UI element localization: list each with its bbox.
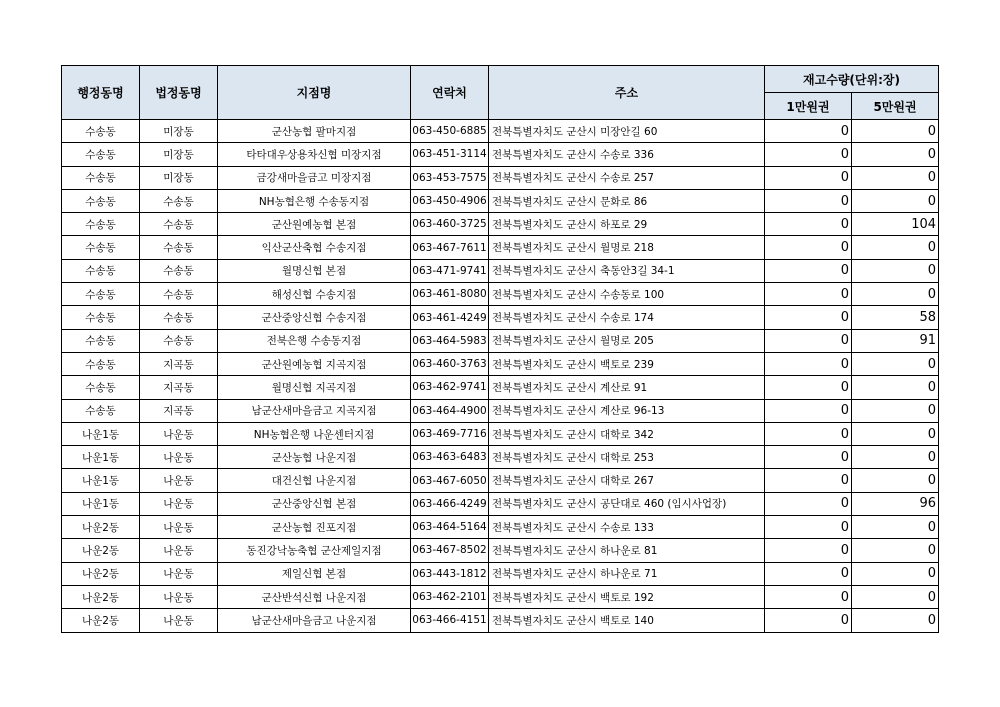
cell-stock-10k: 0 <box>765 516 852 539</box>
table-row <box>62 306 939 329</box>
cell-stock-50k: 0 <box>852 166 939 189</box>
cell-admin-dong: 나운1동 <box>62 446 140 469</box>
cell-admin-dong: 수송동 <box>62 166 140 189</box>
cell-stock-50k: 0 <box>852 469 939 492</box>
cell-branch-name: 군산농협 나운지점 <box>218 446 411 469</box>
table-row <box>62 399 939 422</box>
cell-branch-name: 남군산새마을금고 지곡지점 <box>218 399 411 422</box>
cell-branch-name: 제일신협 본점 <box>218 562 411 585</box>
cell-stock-50k: 0 <box>852 143 939 166</box>
cell-stock-50k: 0 <box>852 399 939 422</box>
header-admin-dong: 행정동명 <box>62 66 140 120</box>
cell-stock-10k: 0 <box>765 585 852 608</box>
cell-branch-name: 군산중앙신협 수송지점 <box>218 306 411 329</box>
cell-stock-10k: 0 <box>765 143 852 166</box>
header-branch-name: 지점명 <box>218 66 411 120</box>
table-row <box>62 446 939 469</box>
cell-address: 전북특별자치도 군산시 수송로 133 <box>489 516 765 539</box>
header-legal-dong: 법정동명 <box>140 66 218 120</box>
cell-branch-name: 타타대우상용차신협 미장지점 <box>218 143 411 166</box>
cell-address: 전북특별자치도 군산시 축동안3길 34-1 <box>489 259 765 282</box>
cell-branch-name: 월명신협 지곡지점 <box>218 376 411 399</box>
cell-stock-50k: 58 <box>852 306 939 329</box>
cell-legal-dong: 지곡동 <box>140 399 218 422</box>
table-row <box>62 422 939 445</box>
cell-stock-50k: 0 <box>852 539 939 562</box>
cell-stock-50k: 0 <box>852 609 939 632</box>
cell-branch-name: 익산군산축협 수송지점 <box>218 236 411 259</box>
cell-legal-dong: 미장동 <box>140 120 218 143</box>
cell-admin-dong: 수송동 <box>62 283 140 306</box>
cell-address: 전북특별자치도 군산시 계산로 91 <box>489 376 765 399</box>
cell-branch-name: 군산반석신협 나운지점 <box>218 585 411 608</box>
cell-contact: 063-460-3763 <box>411 352 489 375</box>
table-row <box>62 120 939 143</box>
cell-stock-50k: 0 <box>852 516 939 539</box>
cell-contact: 063-450-6885 <box>411 120 489 143</box>
cell-legal-dong: 수송동 <box>140 213 218 236</box>
cell-admin-dong: 수송동 <box>62 189 140 212</box>
cell-stock-50k: 0 <box>852 446 939 469</box>
cell-address: 전북특별자치도 군산시 하나운로 81 <box>489 539 765 562</box>
cell-legal-dong: 나운동 <box>140 539 218 562</box>
cell-legal-dong: 지곡동 <box>140 376 218 399</box>
cell-stock-10k: 0 <box>765 376 852 399</box>
cell-admin-dong: 수송동 <box>62 306 140 329</box>
cell-stock-10k: 0 <box>765 166 852 189</box>
cell-legal-dong: 지곡동 <box>140 352 218 375</box>
cell-contact: 063-461-8080 <box>411 283 489 306</box>
cell-admin-dong: 수송동 <box>62 352 140 375</box>
cell-contact: 063-451-3114 <box>411 143 489 166</box>
cell-address: 전북특별자치도 군산시 수송로 336 <box>489 143 765 166</box>
cell-contact: 063-462-2101 <box>411 585 489 608</box>
cell-contact: 063-464-4900 <box>411 399 489 422</box>
cell-stock-10k: 0 <box>765 422 852 445</box>
cell-legal-dong: 수송동 <box>140 189 218 212</box>
cell-legal-dong: 미장동 <box>140 166 218 189</box>
cell-contact: 063-462-9741 <box>411 376 489 399</box>
cell-address: 전북특별자치도 군산시 미장안길 60 <box>489 120 765 143</box>
cell-contact: 063-466-4249 <box>411 492 489 515</box>
cell-legal-dong: 나운동 <box>140 469 218 492</box>
cell-branch-name: 군산원예농협 본점 <box>218 213 411 236</box>
cell-legal-dong: 수송동 <box>140 259 218 282</box>
table-row <box>62 283 939 306</box>
cell-stock-10k: 0 <box>765 236 852 259</box>
cell-address: 전북특별자치도 군산시 공단대로 460 (임시사업장) <box>489 492 765 515</box>
cell-stock-10k: 0 <box>765 189 852 212</box>
header-address: 주소 <box>489 66 765 120</box>
cell-admin-dong: 수송동 <box>62 236 140 259</box>
cell-stock-10k: 0 <box>765 399 852 422</box>
cell-legal-dong: 미장동 <box>140 143 218 166</box>
header-contact: 연락처 <box>411 66 489 120</box>
cell-stock-10k: 0 <box>765 213 852 236</box>
cell-branch-name: 전북은행 수송동지점 <box>218 329 411 352</box>
table-row <box>62 609 939 632</box>
cell-legal-dong: 나운동 <box>140 516 218 539</box>
cell-legal-dong: 나운동 <box>140 562 218 585</box>
cell-branch-name: 동진강낙농축협 군산제일지점 <box>218 539 411 562</box>
cell-branch-name: 군산중앙신협 본점 <box>218 492 411 515</box>
cell-admin-dong: 수송동 <box>62 143 140 166</box>
cell-branch-name: 대건신협 나운지점 <box>218 469 411 492</box>
cell-address: 전북특별자치도 군산시 대학로 342 <box>489 422 765 445</box>
cell-admin-dong: 나운2동 <box>62 562 140 585</box>
cell-legal-dong: 수송동 <box>140 306 218 329</box>
table-row <box>62 166 939 189</box>
table-row <box>62 189 939 212</box>
cell-stock-10k: 0 <box>765 539 852 562</box>
cell-contact: 063-467-8502 <box>411 539 489 562</box>
cell-admin-dong: 나운1동 <box>62 469 140 492</box>
cell-address: 전북특별자치도 군산시 백토로 239 <box>489 352 765 375</box>
cell-branch-name: 월명신협 본점 <box>218 259 411 282</box>
cell-admin-dong: 수송동 <box>62 329 140 352</box>
table-row <box>62 492 939 515</box>
cell-contact: 063-467-7611 <box>411 236 489 259</box>
cell-address: 전북특별자치도 군산시 대학로 267 <box>489 469 765 492</box>
cell-stock-50k: 0 <box>852 422 939 445</box>
cell-admin-dong: 수송동 <box>62 213 140 236</box>
cell-address: 전북특별자치도 군산시 하포로 29 <box>489 213 765 236</box>
cell-legal-dong: 수송동 <box>140 329 218 352</box>
cell-contact: 063-471-9741 <box>411 259 489 282</box>
cell-legal-dong: 수송동 <box>140 283 218 306</box>
cell-stock-10k: 0 <box>765 352 852 375</box>
cell-admin-dong: 나운2동 <box>62 516 140 539</box>
cell-contact: 063-464-5983 <box>411 329 489 352</box>
cell-admin-dong: 수송동 <box>62 120 140 143</box>
cell-address: 전북특별자치도 군산시 계산로 96-13 <box>489 399 765 422</box>
cell-legal-dong: 나운동 <box>140 492 218 515</box>
cell-stock-10k: 0 <box>765 329 852 352</box>
cell-branch-name: 금강새마을금고 미장지점 <box>218 166 411 189</box>
cell-branch-name: NH농협은행 나운센터지점 <box>218 422 411 445</box>
branch-stock-table <box>61 65 939 633</box>
cell-stock-10k: 0 <box>765 609 852 632</box>
cell-legal-dong: 나운동 <box>140 422 218 445</box>
cell-address: 전북특별자치도 군산시 수송로 174 <box>489 306 765 329</box>
table-row <box>62 585 939 608</box>
cell-stock-10k: 0 <box>765 562 852 585</box>
cell-address: 전북특별자치도 군산시 대학로 253 <box>489 446 765 469</box>
cell-admin-dong: 나운1동 <box>62 422 140 445</box>
cell-admin-dong: 수송동 <box>62 259 140 282</box>
cell-contact: 063-443-1812 <box>411 562 489 585</box>
cell-stock-50k: 0 <box>852 236 939 259</box>
table-row <box>62 376 939 399</box>
cell-address: 전북특별자치도 군산시 백토로 140 <box>489 609 765 632</box>
table-row <box>62 469 939 492</box>
cell-admin-dong: 나운1동 <box>62 492 140 515</box>
cell-contact: 063-466-4151 <box>411 609 489 632</box>
table-row <box>62 562 939 585</box>
cell-address: 전북특별자치도 군산시 하나운로 71 <box>489 562 765 585</box>
cell-stock-10k: 0 <box>765 259 852 282</box>
cell-stock-50k: 91 <box>852 329 939 352</box>
cell-contact: 063-469-7716 <box>411 422 489 445</box>
cell-contact: 063-461-4249 <box>411 306 489 329</box>
table-row <box>62 516 939 539</box>
header-stock-50k: 5만원권 <box>852 93 939 120</box>
table-row <box>62 213 939 236</box>
cell-contact: 063-467-6050 <box>411 469 489 492</box>
cell-stock-50k: 0 <box>852 259 939 282</box>
header-stock-10k: 1만원권 <box>765 93 852 120</box>
cell-legal-dong: 나운동 <box>140 585 218 608</box>
cell-stock-50k: 96 <box>852 492 939 515</box>
cell-stock-10k: 0 <box>765 492 852 515</box>
cell-contact: 063-460-3725 <box>411 213 489 236</box>
cell-contact: 063-464-5164 <box>411 516 489 539</box>
table-row <box>62 352 939 375</box>
cell-contact: 063-450-4906 <box>411 189 489 212</box>
cell-stock-50k: 0 <box>852 189 939 212</box>
cell-branch-name: 군산원예농협 지곡지점 <box>218 352 411 375</box>
cell-branch-name: NH농협은행 수송동지점 <box>218 189 411 212</box>
cell-contact: 063-453-7575 <box>411 166 489 189</box>
table-row <box>62 259 939 282</box>
cell-address: 전북특별자치도 군산시 월명로 205 <box>489 329 765 352</box>
cell-branch-name: 해성신협 수송지점 <box>218 283 411 306</box>
cell-legal-dong: 수송동 <box>140 236 218 259</box>
cell-stock-10k: 0 <box>765 120 852 143</box>
cell-stock-50k: 104 <box>852 213 939 236</box>
cell-stock-10k: 0 <box>765 306 852 329</box>
cell-stock-50k: 0 <box>852 585 939 608</box>
cell-branch-name: 군산농협 팔마지점 <box>218 120 411 143</box>
cell-stock-50k: 0 <box>852 562 939 585</box>
table-row <box>62 329 939 352</box>
cell-stock-10k: 0 <box>765 469 852 492</box>
cell-stock-10k: 0 <box>765 283 852 306</box>
cell-stock-50k: 0 <box>852 352 939 375</box>
table-row <box>62 143 939 166</box>
cell-address: 전북특별자치도 군산시 문화로 86 <box>489 189 765 212</box>
cell-contact: 063-463-6483 <box>411 446 489 469</box>
cell-legal-dong: 나운동 <box>140 609 218 632</box>
cell-address: 전북특별자치도 군산시 수송로 257 <box>489 166 765 189</box>
cell-admin-dong: 수송동 <box>62 376 140 399</box>
cell-legal-dong: 나운동 <box>140 446 218 469</box>
cell-branch-name: 남군산새마을금고 나운지점 <box>218 609 411 632</box>
cell-address: 전북특별자치도 군산시 수송동로 100 <box>489 283 765 306</box>
cell-stock-50k: 0 <box>852 376 939 399</box>
cell-admin-dong: 수송동 <box>62 399 140 422</box>
table-row <box>62 236 939 259</box>
header-stock: 재고수량(단위:장) <box>765 66 939 93</box>
cell-stock-50k: 0 <box>852 283 939 306</box>
table-row <box>62 539 939 562</box>
cell-branch-name: 군산농협 진포지점 <box>218 516 411 539</box>
table-body <box>62 120 939 633</box>
cell-stock-10k: 0 <box>765 446 852 469</box>
cell-address: 전북특별자치도 군산시 백토로 192 <box>489 585 765 608</box>
cell-stock-50k: 0 <box>852 120 939 143</box>
cell-address: 전북특별자치도 군산시 월명로 218 <box>489 236 765 259</box>
cell-admin-dong: 나운2동 <box>62 539 140 562</box>
cell-admin-dong: 나운2동 <box>62 585 140 608</box>
cell-admin-dong: 나운2동 <box>62 609 140 632</box>
